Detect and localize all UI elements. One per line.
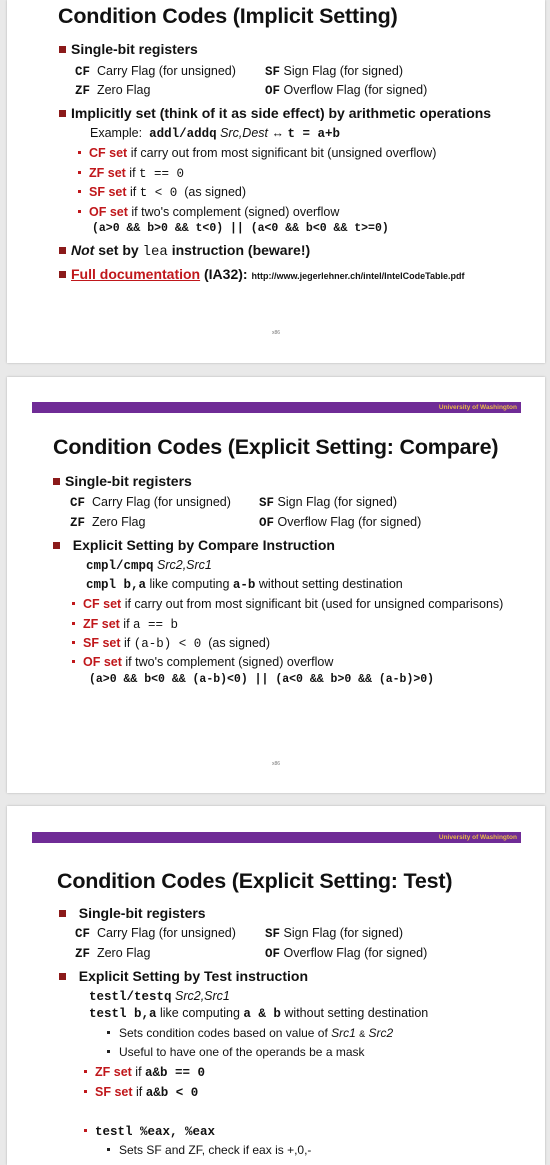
bullet-square-icon [59,910,66,917]
bullet-icon [78,151,81,154]
bullet-square-icon [59,46,66,53]
test-example: testl b,a like computing a & b without setting destination [89,1006,429,1021]
zf-set-item: ZF set if t == 0 [78,166,184,181]
slide-title: Condition Codes (Explicit Setting: Test) [57,869,453,893]
bullet-explicit-compare: Explicit Setting by Compare Instruction [53,537,335,553]
slide-footer: x86 [272,761,281,767]
cmp-example: cmpl b,a like computing a-b without setting destination [86,577,403,592]
of-condition-code: (a>0 && b<0 && (a-b)<0) || (a<0 && b>0 && (a-b)>0) [89,673,435,686]
bullet-icon [78,210,81,213]
slide-test-setting [7,806,545,1165]
bullet-icon [72,641,75,644]
flag-zf: ZF Zero Flag [75,946,151,961]
bullet-explicit-test: Explicit Setting by Test instruction [59,968,308,984]
bullet-not-lea: Not set by lea instruction (beware!) [59,242,310,260]
bullet-square-icon [59,973,66,980]
flag-of: OF Overflow Flag (for signed) [259,515,422,530]
documentation-url: http://www.jegerlehner.ch/intel/IntelCodeTable.pdf [251,271,465,281]
sf-set-item: SF set if (a-b) < 0 (as signed) [72,636,270,651]
university-banner: University of Washington [32,402,521,413]
of-set-item: OF set if two's complement (signed) overflow [78,205,339,219]
bullet-icon [72,602,75,605]
flag-sf: SF Sign Flag (for signed) [265,64,404,79]
sub-bullet-mask: Useful to have one of the operands be a mask [107,1045,365,1059]
slide-footer: x86 [272,330,281,336]
cf-set-item: CF set if carry out from most significant bit (unsigned overflow) [78,146,436,160]
bullet-icon [107,1050,110,1053]
bullet-implicit: Implicitly set (think of it as side effect) by arithmetic operations [59,105,491,121]
bullet-square-icon [59,110,66,117]
bullet-square-icon [53,478,60,485]
university-banner: University of Washington [32,832,521,843]
of-condition-code: (a>0 && b>0 && t<0) || (a<0 && b<0 && t>=0) [92,222,389,235]
slide-compare-setting [7,377,545,793]
slide-implicit-setting [7,0,545,363]
bullet-square-icon [59,247,66,254]
zf-set-item: ZF set if a&b == 0 [84,1065,205,1080]
bullet-icon [84,1129,87,1132]
test-syntax: testl/testq Src2,Src1 [89,989,230,1004]
flag-cf: CF Carry Flag (for unsigned) [70,495,231,510]
cmp-syntax: cmpl/cmpq Src2,Src1 [86,558,212,573]
flag-cf: CF Carry Flag (for unsigned) [75,926,236,941]
flag-zf: ZF Zero Flag [70,515,146,530]
bullet-icon [107,1031,110,1034]
of-set-item: OF set if two's complement (signed) overflow [72,655,333,669]
documentation-link[interactable]: Full documentation [71,266,201,282]
bullet-single-bit: Single-bit registers [59,41,198,57]
flag-sf: SF Sign Flag (for signed) [259,495,398,510]
bullet-single-bit: Single-bit registers [53,473,192,489]
bullet-square-icon [59,271,66,278]
bullet-icon [84,1070,87,1073]
bullet-icon [78,171,81,174]
slide-title: Condition Codes (Implicit Setting) [58,4,398,28]
bullet-icon [72,622,75,625]
bullet-documentation: Full documentation (IA32): http://www.jegerlehner.ch/intel/IntelCodeTable.pdf [59,266,464,282]
flag-sf: SF Sign Flag (for signed) [265,926,404,941]
sub-bullet-sets-codes: Sets condition codes based on value of Src1 & Src2 [107,1026,393,1041]
flag-cf: CF Carry Flag (for unsigned) [75,64,236,79]
zf-set-item: ZF set if a == b [72,617,178,632]
bullet-icon [72,660,75,663]
sf-set-item: SF set if t < 0 (as signed) [78,185,246,200]
sub-bullet-sets-sf-zf: Sets SF and ZF, check if eax is +,0,- [107,1143,311,1157]
testl-eax-item: testl %eax, %eax [84,1124,215,1139]
flag-of: OF Overflow Flag (for signed) [265,83,428,98]
bullet-single-bit: Single-bit registers [59,905,206,921]
flag-of: OF Overflow Flag (for signed) [265,946,428,961]
bullet-icon [84,1090,87,1093]
bullet-square-icon [53,542,60,549]
sf-set-item: SF set if a&b < 0 [84,1085,198,1100]
cf-set-item: CF set if carry out from most significant bit (used for unsigned comparisons) [72,597,503,611]
bullet-icon [78,190,81,193]
bullet-icon [107,1148,110,1151]
example-line: Example: addl/addq Src,Dest ↔ t = a+b [90,126,340,141]
flag-zf: ZF Zero Flag [75,83,151,98]
slide-title: Condition Codes (Explicit Setting: Compare) [53,435,499,459]
